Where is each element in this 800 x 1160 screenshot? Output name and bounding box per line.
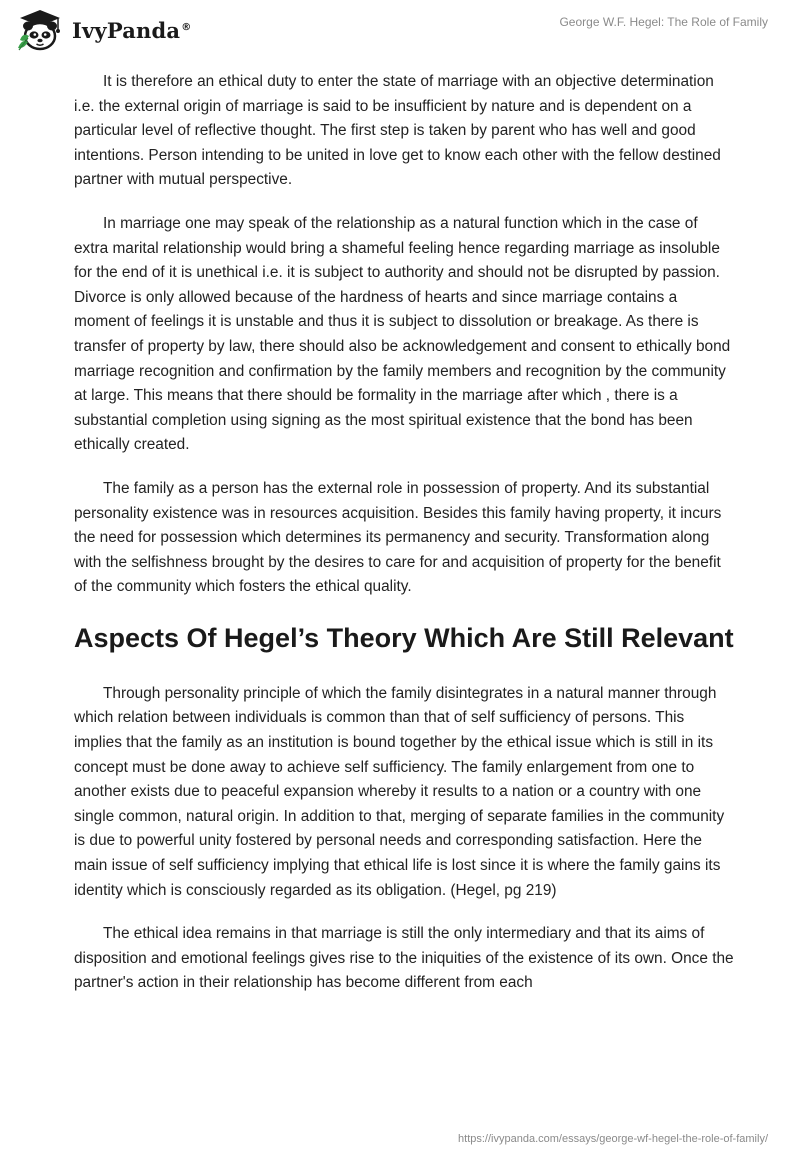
essay-content [74,70,734,1015]
page-header [0,0,800,60]
paragraph: It is therefore an ethical duty to enter the state of marriage with an objective determination i.e. the external origin of marriage is said to be insufficient by nature and is dependent on a particular level of reflective thought. The first step is taken by parent who has well and good intentions. Person intending to be united in love get to know each other with the fellow destined partner with mutual perspective. [74,73,721,189]
registered-mark: ® [181,21,192,33]
panda-graduate-icon [14,8,66,52]
document-title: George W.F. Hegel: The Role of Family [559,15,768,29]
brand-name: IvyPanda® [72,17,192,43]
paragraph: The ethical idea remains in that marriage is still the only intermediary and that its aims of disposition and emotional feelings gives rise to the iniquities of the existence of its own. Once the partner's action in their relationship has become different from each [74,925,734,992]
paragraph: In marriage one may speak of the relationship as a natural function which in the case of extra marital relationship would bring a shameful feeling hence regarding marriage as insoluble for the end of it is unethical i.e. it is subject to authority and should not be disrupted by passion. Divorce is only allowed because of the hardness of hearts and since marriage contains a moment of feelings it is unstable and thus it is subject to dissolution or breakage. As there is transfer of property by law, there should also be acknowledgement and consent to ethically bond marriage recognition and confirmation by the family members and recognition by the community at large. This means that there should be formality in the marriage after which , there is a substantial completion using signing as the most spiritual existence that the bond has been ethically created. [74,214,731,454]
source-url[interactable]: https://ivypanda.com/essays/george-wf-hegel-the-role-of-family/ [458,1133,768,1145]
section-heading: Aspects Of Hegel’s Theory Which Are Still Relevant [74,622,734,653]
paragraph: The family as a person has the external role in possession of property. And its substantial personality existence was in resources acquisition. Besides this family having property, it incurs the need for possession which determines its permanency and security. Transformation along with the selfishness brought by the desires to care for and acquisition of property for the benefit of the community which fosters the ethical quality. [74,479,722,596]
ivypanda-logo[interactable] [14,8,191,52]
paragraph: Through personality principle of which the family disintegrates in a natural manner through which relation between individuals is common than that of self sufficiency of persons. This implies that the family as an institution is bound together by the ethical issue which is still in its concept must be done away to achieve self sufficiency. The family enlargement from one to another exists due to peaceful expansion whereby it results to a nation or a country with one single common, natural origin. In addition to that, merging of separate families in the community is due to powerful unity fostered by personal needs and corresponding satisfaction. Here the main issue of self sufficiency implying that ethical life is lost since it is where the family gains its identity which is consciously regarded as its obligation. (Hegel, pg 219) [74,684,725,899]
